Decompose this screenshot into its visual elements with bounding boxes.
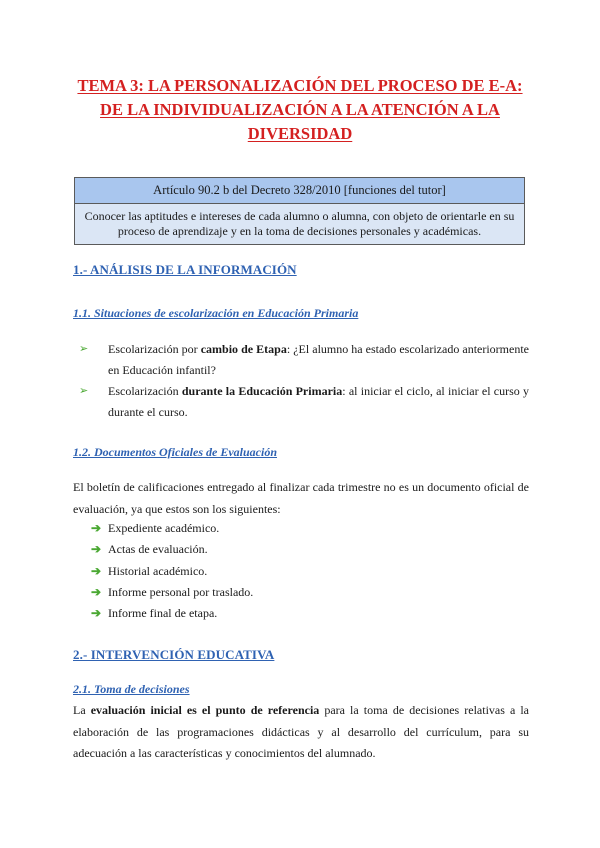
- subsection-1-1-heading: 1.1. Situaciones de escolarización en Educación Primaria: [73, 306, 359, 320]
- bullet-1-post: : ¿El alumno ha estado escolarizado anteriormente en Educación infantil?: [108, 342, 529, 377]
- document-title: [60, 74, 540, 146]
- decisions-pre: La: [73, 703, 91, 717]
- subsection-2-1-heading: 2.1. Toma de decisiones: [73, 682, 190, 696]
- document-item-label: Expediente académico.: [108, 521, 220, 535]
- decisions-paragraph: [73, 700, 529, 765]
- document-item-label: Actas de evaluación.: [108, 542, 208, 557]
- list-item: [73, 582, 253, 603]
- title-line-1: TEMA 3: LA PERSONALIZACIÓN DEL PROCESO DE E-A:: [77, 76, 523, 95]
- bullet-2-post: : al iniciar el ciclo, al iniciar el curso y durante el curso.: [108, 384, 529, 419]
- arrow-icon: ➔: [91, 606, 102, 621]
- arrowhead-icon: ➢: [79, 343, 89, 355]
- subsection-1-2-heading: 1.2. Documentos Oficiales de Evaluación: [73, 445, 277, 459]
- title-line-3: DIVERSIDAD: [247, 124, 353, 143]
- bullet-2-pre: Escolarización: [108, 384, 182, 398]
- list-item: [73, 518, 253, 539]
- list-item: [73, 339, 529, 381]
- arrow-icon: ➔: [91, 563, 102, 578]
- decree-box: [74, 177, 525, 245]
- bullet-2-bold: durante la Educación Primaria: [181, 384, 343, 398]
- bullet-1-bold: cambio de Etapa: [200, 342, 287, 356]
- decisions-post: para la toma de decisiones relativas a la elaboración de las programaciones didácticas y al desarrollo del currículum, para su adecuación a las características y conocimientos del alumnado.: [73, 703, 529, 760]
- section-2-heading: 2.- INTERVENCIÓN EDUCATIVA: [73, 647, 275, 662]
- decisions-bold: evaluación inicial es el punto de referencia: [90, 703, 320, 717]
- document-item-label: Informe personal por traslado.: [108, 584, 254, 599]
- list-item: [73, 539, 253, 560]
- schooling-bullet-list: [73, 339, 529, 423]
- list-item: [73, 603, 253, 624]
- decree-box-header: Artículo 90.2 b del Decreto 328/2010 [funciones del tutor]: [75, 178, 524, 204]
- document-item-label: Historial académico.: [108, 563, 208, 578]
- bullet-1-pre: Escolarización por: [108, 342, 201, 356]
- arrow-icon: ➔: [91, 542, 102, 557]
- arrow-icon: ➔: [91, 521, 102, 535]
- documents-list: [73, 518, 253, 624]
- evaluation-intro-paragraph: El boletín de calificaciones entregado al finalizar cada trimestre no es un documento oficial de evaluación, ya que estos son los siguientes:: [73, 480, 529, 516]
- arrow-icon: ➔: [91, 584, 102, 599]
- arrowhead-icon: ➢: [79, 385, 89, 397]
- decree-box-body: Conocer las aptitudes e intereses de cada alumno o alumna, con objeto de orientarle en su proceso de aprendizaje y en la toma de decisiones personales y académicas.: [75, 204, 524, 244]
- list-item: [73, 381, 529, 423]
- section-1-heading: 1.- ANÁLISIS DE LA INFORMACIÓN: [73, 262, 297, 277]
- title-line-2: DE LA INDIVIDUALIZACIÓN A LA ATENCIÓN A LA: [100, 100, 500, 119]
- list-item: [73, 561, 253, 582]
- document-item-label: Informe final de etapa.: [108, 606, 218, 621]
